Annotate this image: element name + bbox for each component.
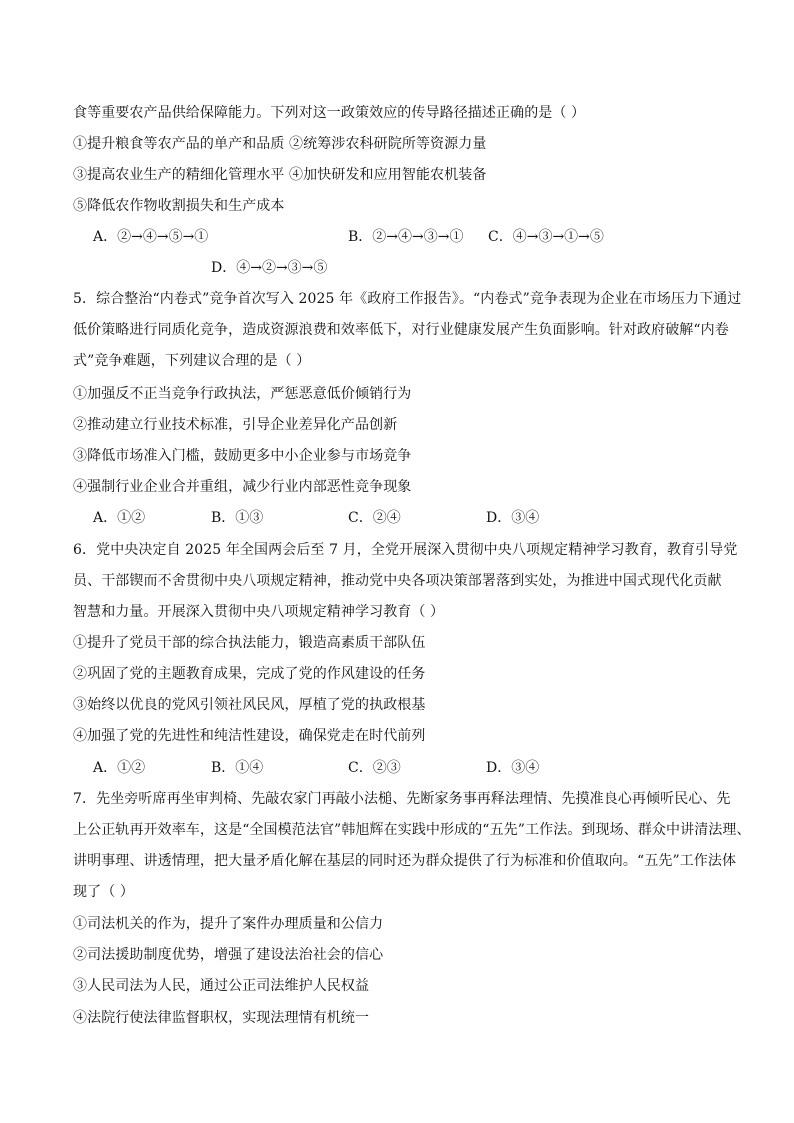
question-stem: 讲明事理、讲透情理，把大量矛盾化解在基层的同时还为群众提供了行为标准和价值取向。“五先”工作法体 — [73, 853, 737, 869]
answer-option-b: B．①④ — [211, 760, 264, 776]
statement-item: ②推动建立行业技术标准，引导企业差异化产品创新 — [73, 417, 398, 433]
question-stem: 低价策略进行同质化竞争，造成资源浪费和效率低下，对行业健康发展产生负面影响。针对政府破解“内卷 — [73, 322, 729, 338]
answer-option-d: D．③④ — [486, 760, 540, 776]
statement-item: ④法院行使法律监督职权，实现法理情有机统一 — [73, 1010, 370, 1026]
answer-option-a: A．②→④→⑤→① — [93, 229, 209, 245]
statement-item: ①司法机关的作为，提升了案件办理质量和公信力 — [73, 916, 384, 932]
answer-option-a: A．①② — [93, 510, 146, 526]
statement-item: ④强制行业企业合并重组，减少行业内部恶性竞争现象 — [73, 479, 412, 495]
answer-option-b: B．①③ — [211, 510, 264, 526]
question-stem: 7．先坐旁听席再坐审判椅、先敲农家门再敲小法槌、先断家务事再释法理情、先摸准良心再倾听民心、先 — [73, 791, 731, 807]
answer-option-c: C．②③ — [348, 760, 401, 776]
statement-item: ②司法援助制度优势，增强了建设法治社会的信心 — [73, 947, 384, 963]
answer-option-a: A．①② — [93, 760, 146, 776]
question-stem: 式”竞争难题，下列建议合理的是（ ） — [73, 353, 311, 369]
statement-item: ③人民司法为人民，通过公正司法维护人民权益 — [73, 978, 370, 994]
answer-option-d: D．④→②→③→⑤ — [211, 260, 328, 276]
question-stem: 智慧和力量。开展深入贯彻中央八项规定精神学习教育（ ） — [73, 604, 445, 620]
question-stem: 食等重要农产品供给保障能力。下列对这一政策效应的传导路径描述正确的是（ ） — [73, 105, 586, 121]
question-stem: 上公正轨再开效率车，这是“全国模范法官”韩旭辉在实践中形成的“五先”工作法。到现场、群众中讲清法理、 — [73, 822, 751, 838]
question-stem: 6．党中央决定自 2025 年全国两会后至 7 月，全党开展深入贯彻中央八项规定精神学习教育，教育引导党 — [73, 542, 738, 558]
question-stem: 现了（ ） — [73, 884, 134, 900]
answer-option-c: C．②④ — [348, 510, 401, 526]
statement-item: ④加强了党的先进性和纯洁性建设，确保党走在时代前列 — [73, 728, 426, 744]
question-stem: 5．综合整治“内卷式”竞争首次写入 2025 年《政府工作报告》。“内卷式”竞争表现为企业在市场压力下通过 — [73, 291, 742, 307]
statement-item: ①加强反不正当竞争行政执法，严惩恶意低价倾销行为 — [73, 386, 412, 402]
statement-item: ⑤降低农作物收割损失和生产成本 — [73, 198, 285, 214]
statement-item: ③提高农业生产的精细化管理水平 ④加快研发和应用智能农机装备 — [73, 167, 487, 183]
statement-item: ③降低市场准入门槛，鼓励更多中小企业参与市场竞争 — [73, 448, 412, 464]
question-stem: 员、干部锲而不舍贯彻中央八项规定精神，推动党中央各项决策部署落到实处，为推进中国式现代化贡献 — [73, 573, 722, 589]
answer-option-c: C．④→③→①→⑤ — [488, 229, 604, 245]
statement-item: ②巩固了党的主题教育成果，完成了党的作风建设的任务 — [73, 666, 426, 682]
statement-item: ①提升粮食等农产品的单产和品质 ②统筹涉农科研院所等资源力量 — [73, 136, 487, 152]
statement-item: ③始终以优良的党风引领社风民风，厚植了党的执政根基 — [73, 697, 426, 713]
answer-option-d: D．③④ — [486, 510, 540, 526]
answer-option-b: B．②→④→③→① — [348, 229, 464, 245]
statement-item: ①提升了党员干部的综合执法能力，锻造高素质干部队伍 — [73, 635, 426, 651]
